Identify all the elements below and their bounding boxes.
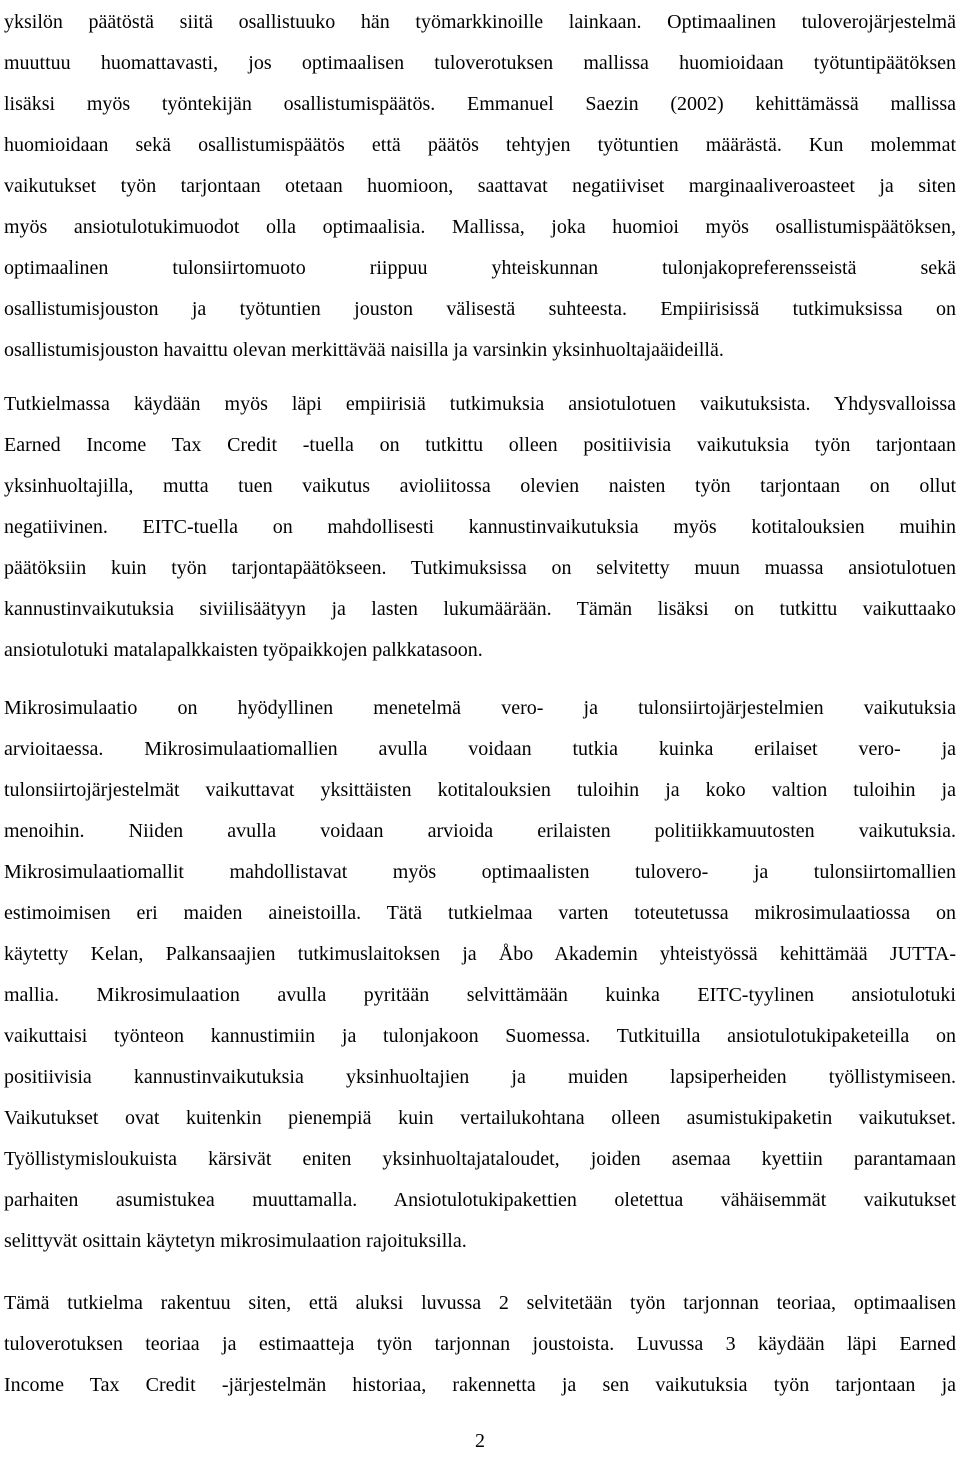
text-line: päätöksiin kuin työn tarjontapäätökseen. Tutkimuksissa on selvitetty muun muassa ansiotulotuen bbox=[4, 557, 956, 579]
text-line: yksinhuoltajilla, mutta tuen vaikutus avioliitossa olevien naisten työn tarjontaan on ollut bbox=[4, 475, 956, 497]
text-line: Mikrosimulaatiomallit mahdollistavat myös optimaalisten tulovero- ja tulonsiirtomallien bbox=[4, 861, 956, 883]
text-line: positiivisia kannustinvaikutuksia yksinhuoltajien ja muiden lapsiperheiden työllistymiseen. bbox=[4, 1066, 956, 1088]
text-line: ansiotulotuki matalapalkkaisten työpaikkojen palkkatasoon. bbox=[4, 639, 483, 661]
page-number: 2 bbox=[475, 1430, 485, 1452]
text-line: negatiivinen. EITC-tuella on mahdollisesti kannustinvaikutuksia myös kotitalouksien muihin bbox=[4, 516, 956, 538]
text-line: vaikuttaisi työnteon kannustimiin ja tulonjakoon Suomessa. Tutkituilla ansiotulotukipaketeilla on bbox=[4, 1025, 956, 1047]
text-line: Earned Income Tax Credit -tuella on tutkittu olleen positiivisia vaikutuksia työn tarjontaan bbox=[4, 434, 956, 456]
text-line: menoihin. Niiden avulla voidaan arvioida erilaisten politiikkamuutosten vaikutuksia. bbox=[4, 820, 956, 842]
text-line: käytetty Kelan, Palkansaajien tutkimuslaitoksen ja Åbo Akademin yhteistyössä kehittämää JUTTA- bbox=[4, 943, 956, 965]
text-line: osallistumisjouston havaittu olevan merkittävää naisilla ja varsinkin yksinhuoltajaäideillä. bbox=[4, 339, 724, 361]
text-line: estimoimisen eri maiden aineistoilla. Tätä tutkielmaa varten toteutetussa mikrosimulaatiossa on bbox=[4, 902, 956, 924]
text-line: Vaikutukset ovat kuitenkin pienempiä kuin vertailukohtana olleen asumistukipaketin vaikutukset. bbox=[4, 1107, 956, 1129]
text-line: tulonsiirtojärjestelmät vaikuttavat yksittäisten kotitalouksien tuloihin ja koko valtion tuloihin ja bbox=[4, 779, 956, 801]
paragraph-microsimulation bbox=[4, 688, 956, 1262]
text-line: yksilön päätöstä siitä osallistuuko hän työmarkkinoille lainkaan. Optimaalinen tuloverojärjestelmä bbox=[4, 11, 956, 33]
text-line: parhaiten asumistukea muuttamalla. Ansiotulotukipakettien oletettua vähäisemmät vaikutukset bbox=[4, 1189, 956, 1211]
text-line: kannustinvaikutuksia siviilisäätyyn ja lasten lukumäärään. Tämän lisäksi on tutkittu vaikuttaako bbox=[4, 598, 956, 620]
paragraph-thesis-structure bbox=[4, 1283, 956, 1406]
paragraph-empirical-studies bbox=[4, 384, 956, 671]
text-line: selittyvät osittain käytetyn mikrosimulaation rajoituksilla. bbox=[4, 1230, 467, 1252]
text-line: muuttuu huomattavasti, jos optimaalisen tuloverotuksen mallissa huomioidaan työtuntipäätöksen bbox=[4, 52, 956, 74]
text-line: Mikrosimulaatio on hyödyllinen menetelmä vero- ja tulonsiirtojärjestelmien vaikutuksia bbox=[4, 697, 956, 719]
text-line: Työllistymisloukuista kärsivät eniten yksinhuoltajataloudet, joiden asemaa kyettiin parantamaan bbox=[4, 1148, 956, 1170]
text-line: Tutkielmassa käydään myös läpi empiirisiä tutkimuksia ansiotulotuen vaikutuksista. Yhdysvalloissa bbox=[4, 393, 956, 415]
text-line: mallia. Mikrosimulaation avulla pyritään selvittämään kuinka EITC-tyylinen ansiotulotuki bbox=[4, 984, 956, 1006]
text-line: tuloverotuksen teoriaa ja estimaatteja työn tarjonnan joustoista. Luvussa 3 käydään läpi Earned bbox=[4, 1333, 956, 1355]
text-line: myös ansiotulotukimuodot olla optimaalisia. Mallissa, joka huomioi myös osallistumispäätöksen, bbox=[4, 216, 956, 238]
text-line: Tämä tutkielma rakentuu siten, että aluksi luvussa 2 selvitetään työn tarjonnan teoriaa, optimaalisen bbox=[4, 1292, 956, 1314]
paragraph-participation-decision bbox=[4, 2, 956, 371]
text-line: osallistumisjouston ja työtuntien jouston välisestä suhteesta. Empiirisissä tutkimuksissa on bbox=[4, 298, 956, 320]
text-line: vaikutukset työn tarjontaan otetaan huomioon, saattavat negatiiviset marginaaliveroasteet ja siten bbox=[4, 175, 956, 197]
text-line: lisäksi myös työntekijän osallistumispäätös. Emmanuel Saezin (2002) kehittämässä mallissa bbox=[4, 93, 956, 115]
text-line: Income Tax Credit -järjestelmän historiaa, rakennetta ja sen vaikutuksia työn tarjontaan ja bbox=[4, 1374, 956, 1396]
text-line: optimaalinen tulonsiirtomuoto riippuu yhteiskunnan tulonjakopreferensseistä sekä bbox=[4, 257, 956, 279]
text-line: huomioidaan sekä osallistumispäätös että päätös tehtyjen työtuntien määrästä. Kun molemmat bbox=[4, 134, 956, 156]
text-line: arvioitaessa. Mikrosimulaatiomallien avulla voidaan tutkia kuinka erilaiset vero- ja bbox=[4, 738, 956, 760]
